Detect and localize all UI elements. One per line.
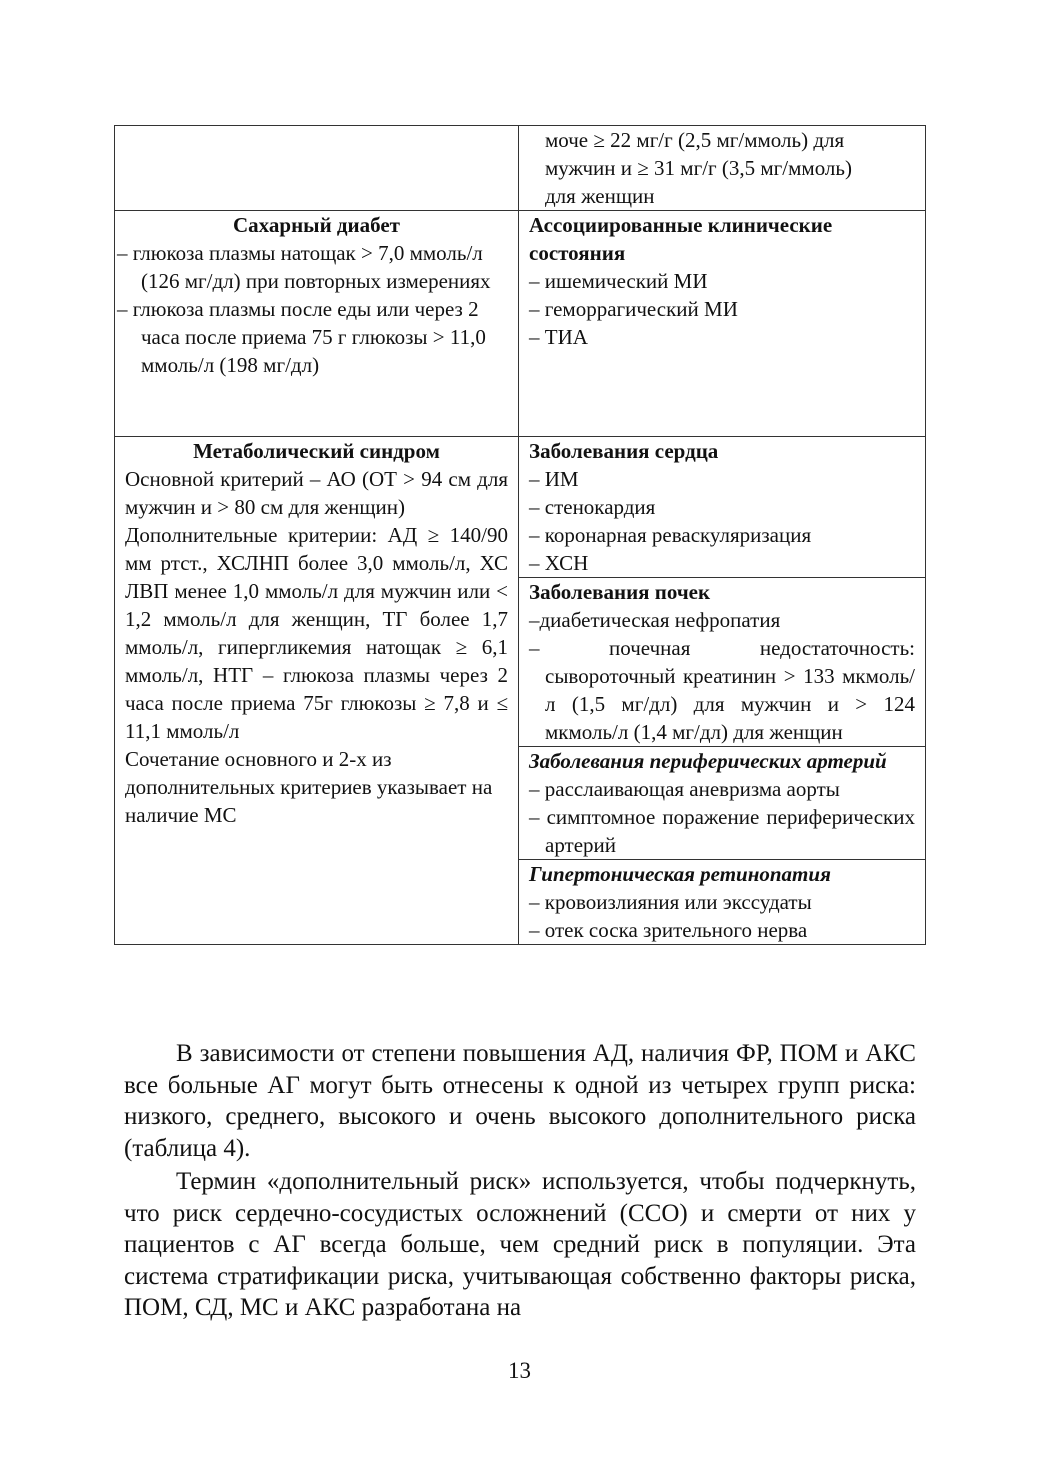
table-row xyxy=(115,211,926,437)
list-item: – глюкоза плазмы после еды или через 2 часа после приема 75 г глюкозы > 11,0 ммоль/л (198 мг/дл) xyxy=(117,297,486,377)
list-item: – глюкоза плазмы натощак > 7,0 ммоль/л (126 мг/дл) при повторных измерениях xyxy=(117,241,491,293)
page-number: 13 xyxy=(508,1358,531,1383)
list-item: – стенокардия xyxy=(529,495,656,519)
body-paragraph: Термин «дополнительный риск» используется, чтобы подчеркнуть, что риск сердечно-сосудистых осложнений (ССО) и смерти от них у пациентов с АГ всегда больше, чем средний риск в популяции. Эта система стратификации риска, учитывающая собственно факторы риска, ПОМ, СД, МС и АКС разработана на xyxy=(124,1168,916,1321)
list-item: – коронарная реваскуляризация xyxy=(529,523,812,547)
list-item: – ХСН xyxy=(529,551,589,575)
text-line: моче ≥ 22 мг/г (2,5 мг/ммоль) для xyxy=(545,128,845,152)
list-item: – расслаивающая аневризма аорты xyxy=(529,777,840,801)
text-line: для женщин xyxy=(545,184,655,208)
heart-block xyxy=(519,437,925,577)
cell-organ-diseases xyxy=(519,437,926,945)
list-item: – ишемический МИ xyxy=(529,269,708,293)
list-item: –диабетическая нефропатия xyxy=(529,608,781,632)
text-line: мужчин и ≥ 31 мг/г (3,5 мг/ммоль) xyxy=(545,156,852,180)
list-item: – симптомное поражение периферических артерий xyxy=(529,805,915,857)
section-title: Заболевания периферических артерий xyxy=(529,749,887,773)
section-title: Ассоциированные клинические состояния xyxy=(529,213,833,265)
list-item: – почечная недостаточность: сывороточный креатинин > 133 мкмоль/л (1,5 мг/дл) для мужчин и > 124 мкмоль/л (1,4 мг/дл) для женщин xyxy=(529,636,915,744)
body-paragraph: В зависимости от степени повышения АД, наличия ФР, ПОМ и АКС все больные АГ могут быть отнесены к одной из четырех групп риска: низкого, среднего, высокого и очень высокого дополнительного риска (таблица 4). xyxy=(124,1040,916,1162)
list-item: – геморрагический МИ xyxy=(529,297,738,321)
cell-diabetes xyxy=(115,211,519,437)
section-title: Метаболический синдром xyxy=(193,439,440,463)
section-title: Заболевания почек xyxy=(529,580,711,604)
cell-empty xyxy=(115,126,519,211)
cell-associated-conditions xyxy=(519,211,926,437)
section-title: Заболевания сердца xyxy=(529,439,719,463)
table-row xyxy=(115,437,926,945)
section-title: Гипертоническая ретинопатия xyxy=(529,862,831,886)
table-row xyxy=(115,126,926,211)
retinopathy-block xyxy=(519,859,925,944)
criteria-main: Основной критерий – АО (ОТ > 94 см для мужчин и > 80 см для женщин) xyxy=(125,467,508,519)
kidney-block xyxy=(519,577,925,746)
list-item: – ТИА xyxy=(529,325,588,349)
cell-metabolic-syndrome xyxy=(115,437,519,945)
list-item: – отек соска зрительного нерва xyxy=(529,918,808,942)
risk-factors-table xyxy=(114,125,926,945)
list-item: – ИМ xyxy=(529,467,579,491)
list-item: – кровоизлияния или экссудаты xyxy=(529,890,812,914)
section-title: Сахарный диабет xyxy=(233,213,400,237)
criteria-additional: Дополнительные критерии: АД ≥ 140/90 мм ртст., ХСЛНП более 3,0 ммоль/л, ХС ЛВП менее 1,0 ммоль/л для мужчин или < 1,2 ммоль/л для женщин, ТГ более 1,7 ммоль/л, гипергликемия натощак ≥ 6,1 ммоль/л, НТГ – глюкоза плазмы через 2 часа после приема 75г глюкозы ≥ 7,8 и ≤ 11,1 ммоль/л xyxy=(125,523,508,743)
cell-urine-albumin xyxy=(519,126,926,211)
criteria-summary: Сочетание основного и 2-х из дополнительных критериев указывает на наличие МС xyxy=(125,747,493,827)
peripheral-block xyxy=(519,746,925,859)
